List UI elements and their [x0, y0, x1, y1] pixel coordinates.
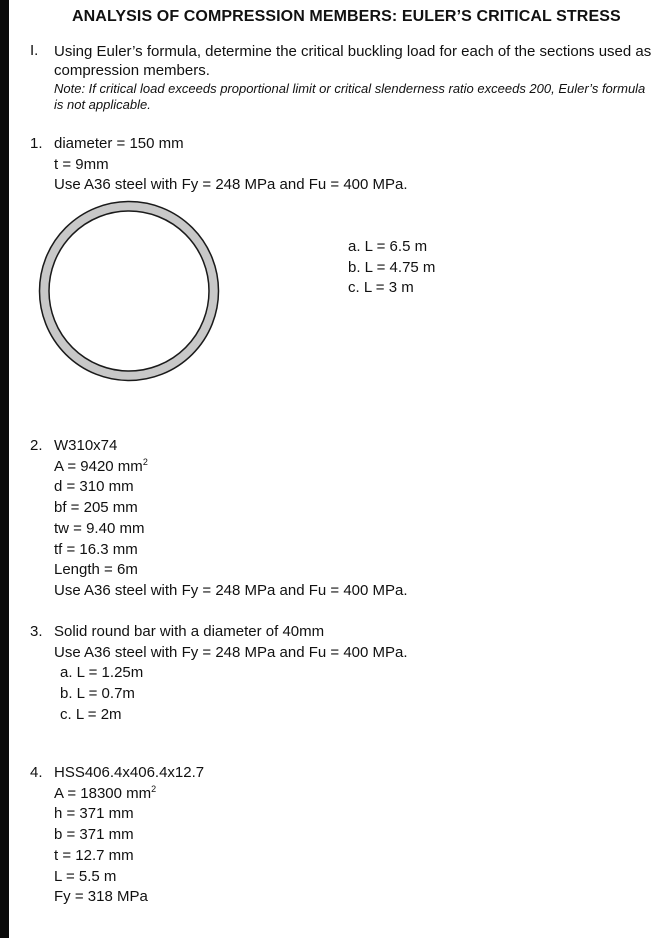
problem-3-line: Use A36 steel with Fy = 248 MPa and Fu = 400 MPa. [54, 643, 408, 661]
problem-1-number: 1. [30, 135, 43, 152]
problem-4-block [54, 763, 204, 908]
problem-4-line: h = 371 mm [54, 805, 134, 823]
problem-2-line: tf = 16.3 mm [54, 540, 138, 558]
problem-3-choice: b. L = 0.7m [60, 685, 135, 703]
problem-4-line: L = 5.5 m [54, 867, 117, 885]
problem-2-line: tw = 9.40 mm [54, 519, 145, 537]
page-title: ANALYSIS OF COMPRESSION MEMBERS: EULER’S CRITICAL STRESS [72, 8, 621, 25]
problem-3-choice: a. L = 1.25m [60, 664, 144, 682]
problem-4-area [54, 784, 204, 805]
problem-4-line: b = 371 mm [54, 826, 134, 844]
problem-4-line: Fy = 318 MPa [54, 888, 148, 906]
intro-note: Note: If critical load exceeds proportional limit or critical slenderness ratio exceeds 200, Euler’s formula is not applicable. [54, 81, 646, 112]
problem-3-block [54, 622, 408, 726]
problem-2-section: W310x74 [54, 437, 118, 454]
problem-1-line: Use A36 steel with Fy = 248 MPa and Fu = 400 MPa. [54, 176, 408, 194]
problem-2-number: 2. [30, 437, 43, 454]
pipe-bore [49, 211, 209, 371]
problem-2-area-exp: 2 [142, 456, 148, 467]
problem-4-area-exp: 2 [151, 783, 157, 794]
problem-4-number: 4. [30, 764, 43, 781]
problem-2-line: d = 310 mm [54, 478, 134, 496]
problem-2-area-text: A = 9420 mm [54, 457, 143, 475]
intro-text: Using Euler’s formula, determine the critical buckling load for each of the sections used as compression members. [54, 43, 652, 79]
pipe-cross-section-icon [34, 196, 224, 386]
problem-1-line: diameter = 150 mm [54, 135, 184, 152]
intro-numeral: I. [30, 42, 39, 59]
problem-3-number: 3. [30, 623, 43, 640]
problem-1-line: t = 9mm [54, 155, 109, 173]
left-edge-bar [0, 0, 9, 938]
problem-1-block [54, 134, 408, 196]
problem-2-block [54, 436, 408, 602]
problem-1-choice: b. L = 4.75 m [348, 258, 436, 276]
problem-1-choice: a. L = 6.5 m [348, 238, 428, 255]
problem-2-line: Length = 6m [54, 561, 138, 579]
problem-2-area [54, 457, 408, 478]
problem-1-choices [348, 237, 435, 299]
problem-2-line: bf = 205 mm [54, 499, 138, 517]
problem-4-line: t = 12.7 mm [54, 846, 134, 864]
problem-3-line: Solid round bar with a diameter of 40mm [54, 623, 325, 640]
problem-1-choice: c. L = 3 m [348, 279, 414, 296]
problem-4-area-text: A = 18300 mm [54, 784, 152, 802]
problem-2-line: Use A36 steel with Fy = 248 MPa and Fu = 400 MPa. [54, 581, 408, 599]
problem-4-section: HSS406.4x406.4x12.7 [54, 764, 205, 781]
problem-3-choice: c. L = 2m [60, 705, 122, 723]
